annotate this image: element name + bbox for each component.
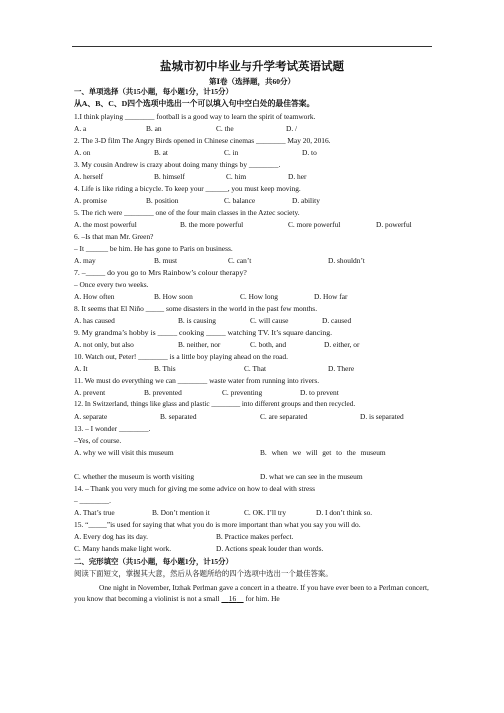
section1-instruction: 从A、B、C、D四个选项中选出一个可以填入句中空白处的最佳答案。 bbox=[74, 99, 315, 108]
option: B. position bbox=[146, 196, 179, 205]
option: D. / bbox=[286, 124, 298, 133]
option: C. will cause bbox=[250, 316, 289, 325]
question-15: 15. “_____”is used for saying that what you do is more important than what you say you will do. bbox=[74, 520, 361, 529]
option: A. prevent bbox=[74, 388, 106, 397]
passage-end: for him. He bbox=[245, 594, 280, 603]
question-1: 1.I think playing ________ football is a good way to learn the spirit of teamwork. bbox=[74, 112, 316, 121]
question-13-response: –Yes, of course. bbox=[74, 436, 122, 445]
option: C. the bbox=[216, 124, 234, 133]
option: A. why we will visit this museum bbox=[74, 448, 174, 457]
option: D. Actions speak louder than words. bbox=[216, 544, 324, 553]
option: B. Practice makes perfect. bbox=[216, 532, 294, 541]
option: A. on bbox=[74, 148, 91, 157]
option: B. himself bbox=[154, 172, 185, 181]
option: C. more powerful bbox=[288, 220, 341, 229]
question-10: 10. Watch out, Peter! ________ is a little boy playing ahead on the road. bbox=[74, 352, 288, 361]
blank-number: 16 bbox=[228, 594, 237, 603]
option: D. either, or bbox=[324, 340, 360, 349]
option: C. preventing bbox=[222, 388, 263, 397]
option: D. is separated bbox=[360, 412, 404, 421]
question-11: 11. We must do everything we can ________ waste water from running into rivers. bbox=[74, 376, 320, 385]
option: A. promise bbox=[74, 196, 107, 205]
question-7-response: – Once every two weeks. bbox=[74, 280, 149, 289]
option: C. in bbox=[224, 148, 239, 157]
option: C. balance bbox=[224, 196, 256, 205]
option: B. an bbox=[146, 124, 162, 133]
option: C. How long bbox=[240, 292, 278, 301]
question-6: 6. –Is that man Mr. Green? bbox=[74, 232, 154, 241]
header-rule bbox=[72, 46, 432, 47]
option: B. How soon bbox=[154, 292, 193, 301]
question-14-response: – ________. bbox=[74, 496, 111, 505]
option: B. separated bbox=[160, 412, 197, 421]
option: D. her bbox=[288, 172, 307, 181]
option: A. That’s true bbox=[74, 508, 115, 517]
page-subtitle: 第Ⅰ卷（选择题，共60分） bbox=[208, 77, 295, 86]
option: D. shouldn’t bbox=[328, 256, 365, 265]
option: A. has caused bbox=[74, 316, 115, 325]
option: B. neither, nor bbox=[178, 340, 221, 349]
section2-heading: 二、完形填空（共15小题，每小题1分，计15分） bbox=[74, 557, 233, 566]
option: B. the more powerful bbox=[180, 220, 244, 229]
question-7: 7. –_____ do you go to Mrs Rainbow’s colour therapy? bbox=[74, 268, 247, 277]
question-3: 3. My cousin Andrew is crazy about doing many things by ________. bbox=[74, 160, 281, 169]
option: A. separate bbox=[74, 412, 108, 421]
option: C. are separated bbox=[260, 412, 308, 421]
question-13: 13. – I wonder ________. bbox=[74, 424, 151, 433]
option: D. I don’t think so. bbox=[316, 508, 373, 517]
option: D. powerful bbox=[376, 220, 412, 229]
option: B. is causing bbox=[178, 316, 216, 325]
passage bbox=[74, 582, 430, 604]
option: A. a bbox=[74, 124, 87, 133]
option: C. him bbox=[226, 172, 247, 181]
option: B. This bbox=[154, 364, 176, 373]
question-2: 2. The 3-D film The Angry Birds opened in Chinese cinemas ________ May 20, 2016. bbox=[74, 136, 331, 145]
section1-heading: 一、单项选择（共15小题，每小题1分，计15分） bbox=[74, 87, 233, 96]
option: A. not only, but also bbox=[74, 340, 134, 349]
option: D. ability bbox=[292, 196, 320, 205]
option: C. That bbox=[244, 364, 267, 373]
option: D. what we can see in the museum bbox=[260, 472, 363, 481]
option: A. the most powerful bbox=[74, 220, 137, 229]
question-5: 5. The rich were ________ one of the four main classes in the Aztec society. bbox=[74, 208, 300, 217]
question-6-response: – It ______ be him. He has gone to Paris on business. bbox=[74, 244, 233, 253]
option: A. Every dog has its day. bbox=[74, 532, 149, 541]
option: A. may bbox=[74, 256, 96, 265]
option: D. to bbox=[302, 148, 317, 157]
option: D. caused bbox=[322, 316, 352, 325]
option: A. herself bbox=[74, 172, 104, 181]
question-4: 4. Life is like riding a bicycle. To keep your ______, you must keep moving. bbox=[74, 184, 301, 193]
question-14: 14. – Thank you very much for giving me some advice on how to deal with stress bbox=[74, 484, 316, 493]
passage-start: One night in November, Itzhak Perlman gave a concert in a theatre. If you have ever been to a Perlman concert, you know that becoming a violinist is not a small bbox=[74, 583, 429, 603]
option: B. when we will get to the museum bbox=[260, 448, 386, 457]
option: C. can’t bbox=[228, 256, 252, 265]
option: D. How far bbox=[314, 292, 348, 301]
option: C. Many hands make light work. bbox=[74, 544, 172, 553]
question-12: 12. In Switzerland, things like glass and plastic ________ into different groups and then recycled. bbox=[74, 400, 356, 408]
option: A. It bbox=[74, 364, 88, 373]
option: D. There bbox=[328, 364, 355, 373]
page-title: 盐城市初中毕业与升学考试英语试题 bbox=[160, 61, 344, 73]
section2-instruction: 阅读下面短文，掌握其大意，然后从各题所给的四个选项中选出一个最佳答案。 bbox=[74, 569, 333, 578]
question-8: 8. It seems that El Niño _____ some disasters in the world in the past few months. bbox=[74, 304, 318, 313]
option: D. to prevent bbox=[300, 388, 339, 397]
option: B. must bbox=[154, 256, 177, 265]
option: B. prevented bbox=[144, 388, 182, 397]
option: C. OK. I’ll try bbox=[244, 508, 287, 517]
question-9: 9. My grandma’s hobby is _____ cooking _____ watching TV. It’s square dancing. bbox=[74, 328, 333, 337]
option: B. at bbox=[154, 148, 168, 157]
option: B. Don’t mention it bbox=[152, 508, 210, 517]
option: A. How often bbox=[74, 292, 115, 301]
option: C. both, and bbox=[250, 340, 287, 349]
blank-16 bbox=[221, 594, 243, 603]
option: C. whether the museum is worth visiting bbox=[74, 472, 195, 481]
